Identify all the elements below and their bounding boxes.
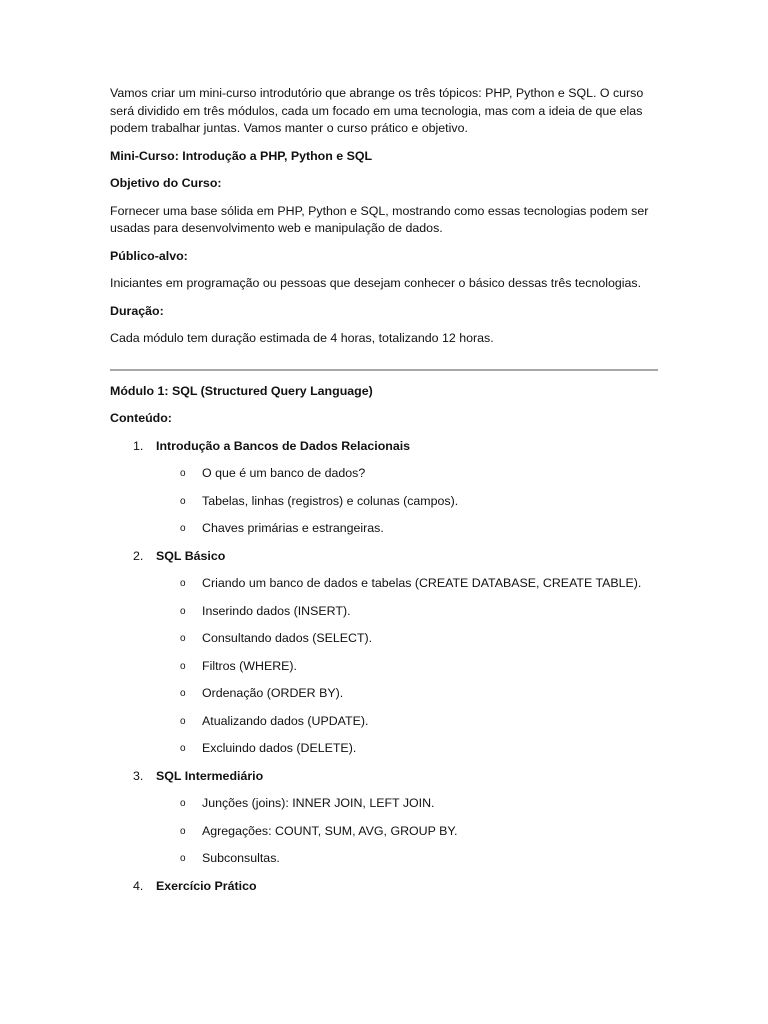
subtopic-text: O que é um banco de dados? [202,466,366,480]
topic-item [110,878,658,896]
topic-item [110,438,658,538]
subtopic-item [156,465,658,483]
topic-item [110,548,658,758]
subtopic-item [156,713,658,731]
course-title: Mini-Curso: Introdução a PHP, Python e SQL [110,148,373,163]
hollow-bullet-icon: o [180,853,186,864]
topic-number: 1. [133,438,144,453]
subtopic-list [156,795,658,868]
subtopic-text: Chaves primárias e estrangeiras. [202,521,384,535]
topic-item [110,768,658,868]
topic-title: Exercício Prático [156,878,257,893]
hollow-bullet-icon: o [180,468,186,479]
topic-number: 3. [133,768,144,783]
content-heading: Conteúdo: [110,411,172,425]
subtopic-item [156,575,658,593]
subtopic-item [156,658,658,676]
subtopic-text: Tabelas, linhas (registros) e colunas (campos). [202,493,459,508]
subtopic-text: Agregações: COUNT, SUM, AVG, GROUP BY. [202,823,458,838]
module-title: Módulo 1: SQL (Structured Query Language) [110,383,373,398]
topic-number: 4. [133,878,144,893]
objective-text: Fornecer uma base sólida em PHP, Python e SQL, mostrando como essas tecnologias podem ser usadas para desenvolvimento web e manipulação de dados. [110,203,649,235]
subtopic-text: Criando um banco de dados e tabelas (CREATE DATABASE, CREATE TABLE). [202,576,642,590]
subtopic-list [156,465,658,538]
hollow-bullet-icon: o [180,633,186,644]
subtopic-item [156,493,658,511]
hollow-bullet-icon: o [180,495,186,507]
subtopic-text: Excluindo dados (DELETE). [202,741,357,755]
subtopic-text: Consultando dados (SELECT). [202,631,373,645]
topics-list [110,438,658,896]
objective-heading: Objetivo do Curso: [110,176,222,190]
subtopic-text: Inserindo dados (INSERT). [202,603,351,618]
subtopic-item [156,850,658,868]
topic-title: Introdução a Bancos de Dados Relacionais [156,438,411,453]
intro-paragraph: Vamos criar um mini-curso introdutório que abrange os três tópicos: PHP, Python e SQL. O curso será dividido em três módulos, cada um focado em uma tecnologia, mas com a ideia de que elas podem trabalhar juntas. Vamos manter o curso prático e objetivo. [110,86,644,135]
hollow-bullet-icon: o [180,798,186,809]
subtopic-text: Ordenação (ORDER BY). [202,686,344,700]
subtopic-text: Subconsultas. [202,851,280,865]
audience-heading: Público-alvo: [110,248,188,263]
subtopic-item [156,795,658,813]
audience-text: Iniciantes em programação ou pessoas que desejam conhecer o básico dessas três tecnologias. [110,276,642,290]
duration-heading: Duração: [110,303,164,318]
hollow-bullet-icon: o [180,688,186,699]
duration-text: Cada módulo tem duração estimada de 4 horas, totalizando 12 horas. [110,331,494,345]
topic-number: 2. [133,548,144,563]
subtopic-list [156,575,658,758]
hollow-bullet-icon: o [180,660,186,672]
subtopic-text: Atualizando dados (UPDATE). [202,713,369,728]
horizontal-divider [110,369,658,371]
hollow-bullet-icon: o [180,605,186,617]
subtopic-item [156,630,658,648]
subtopic-text: Junções (joins): INNER JOIN, LEFT JOIN. [202,796,435,810]
hollow-bullet-icon: o [180,523,186,534]
topic-title: SQL Básico [156,548,226,563]
hollow-bullet-icon: o [180,715,186,727]
document-page [110,85,658,905]
hollow-bullet-icon: o [180,578,186,589]
topic-title: SQL Intermediário [156,768,264,783]
subtopic-text: Filtros (WHERE). [202,658,297,673]
subtopic-item [156,823,658,841]
subtopic-item [156,685,658,703]
subtopic-item [156,740,658,758]
hollow-bullet-icon: o [180,743,186,754]
hollow-bullet-icon: o [180,825,186,837]
subtopic-item [156,603,658,621]
subtopic-item [156,520,658,538]
